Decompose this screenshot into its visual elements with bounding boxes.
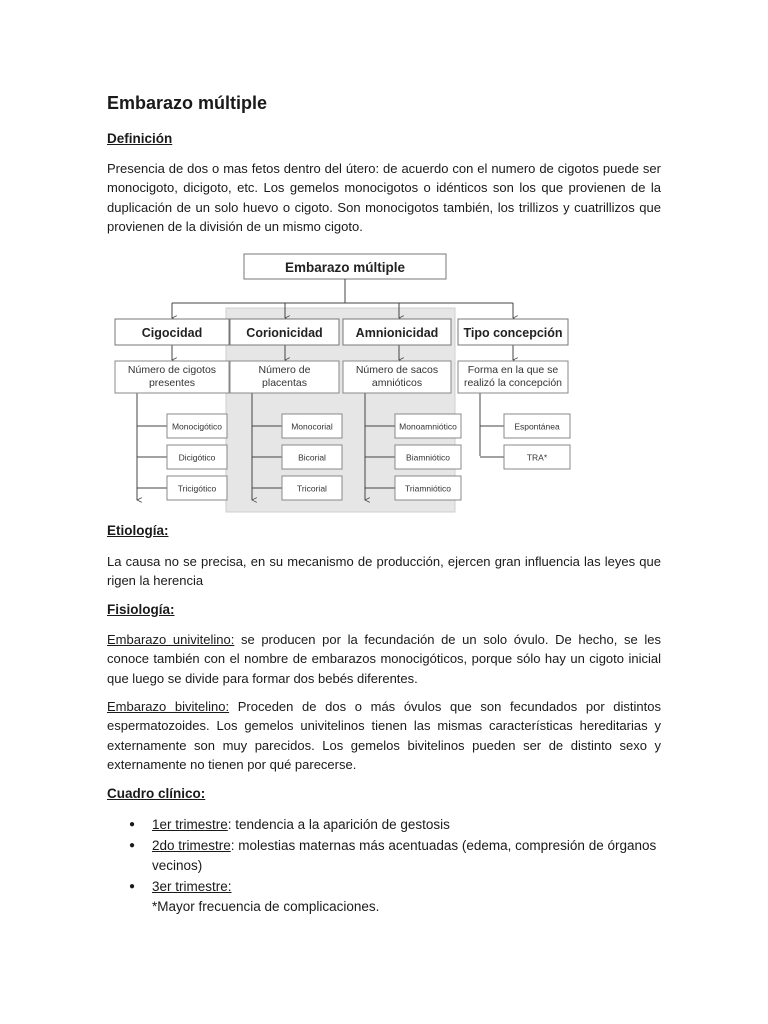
item-label: Triamniótico [405, 483, 451, 494]
item-label: Tricigótico [177, 483, 217, 494]
description-line: realizó la concepción [463, 377, 563, 389]
page-title: Embarazo múltiple [107, 93, 268, 113]
definicion-text: Presencia de dos o mas fetos dentro del útero: de acuerdo con el numero de cigotos puede ser monocigoto, dicigoto, etc. Los gemelos monocigotos o idénticos son los que provienen de la duplicación de un solo huevo o cigoto. Son monocigotos también, los trillizos y cuatrillizos que provienen de la división de un mismo cigoto. [107, 161, 661, 234]
description-line: Forma en la que se [467, 364, 559, 376]
category-label: Corionicidad [246, 326, 323, 340]
definicion-heading: Definición [107, 131, 173, 146]
description-line: amnióticos [371, 377, 423, 389]
item-label: Monocigótico [171, 421, 223, 432]
bivitelino-paragraph [107, 697, 661, 774]
bivitelino-text: Proceden de dos o más óvulos que son fecundados por distintos espermatozoides. Los gemelos univitelinos tienen las mismas características hereditarias y externamente son muy parecidos. Los gemelos bivitelinos pueden ser de distinto sexo y externamente no tienen por qué parecerse. [107, 699, 661, 772]
item-label: Tricorial [297, 483, 327, 494]
list-item [107, 877, 661, 918]
etiologia-text: La causa no se precisa, en su mecanismo de producción, ejercen gran influencia las leyes que rigen la herencia [107, 554, 661, 589]
description-line: placentas [262, 377, 307, 389]
root-label: Embarazo múltiple [284, 260, 406, 275]
bivitelino-label: Embarazo bivitelino: [107, 699, 230, 714]
description-line: Número de cigotos [127, 364, 217, 376]
item-label: Monocorial [291, 421, 333, 432]
category-label: Tipo concepción [463, 326, 563, 340]
item-label: Monoamniótico [399, 421, 457, 432]
cuadro-clinico-list [107, 815, 661, 918]
description-line: Número de sacos [355, 364, 439, 376]
category-label: Cigocidad [141, 326, 203, 340]
list-item [107, 836, 661, 877]
trimestre-label: 3er trimestre: [152, 878, 232, 894]
univitelino-label: Embarazo univitelino: [107, 632, 235, 647]
trimestre-text: : tendencia a la aparición de gestosis [227, 817, 450, 832]
item-label: Biamniótico [406, 452, 450, 463]
item-label: Espontánea [514, 421, 560, 432]
univitelino-paragraph [107, 630, 661, 688]
item-label: TRA* [526, 452, 548, 463]
fisiologia-heading: Fisiología: [107, 602, 175, 617]
description-line: Número de [258, 364, 311, 376]
trimestre-note: *Mayor frecuencia de complicaciones. [152, 899, 380, 914]
item-label: Dicigótico [178, 452, 216, 463]
etiologia-heading: Etiología: [107, 523, 169, 538]
description-line: presentes [148, 377, 196, 389]
classification-diagram [107, 0, 661, 520]
category-label: Amnionicidad [355, 326, 439, 340]
trimestre-label: 1er trimestre [152, 817, 228, 832]
cuadro-clinico-heading: Cuadro clínico: [107, 786, 206, 801]
trimestre-text: : molestias maternas más acentuadas (edema, compresión de órganos vecinos) [152, 837, 657, 873]
item-label: Bicorial [298, 452, 326, 463]
list-item [107, 815, 661, 836]
trimestre-label: 2do trimestre [152, 837, 231, 853]
univitelino-text: se producen por la fecundación de un solo óvulo. De hecho, se les conoce también con el nombre de embarazos monocigóticos, porque sólo hay un cigoto inicial que luego se divide para formar dos bebés diferentes. [107, 632, 661, 686]
